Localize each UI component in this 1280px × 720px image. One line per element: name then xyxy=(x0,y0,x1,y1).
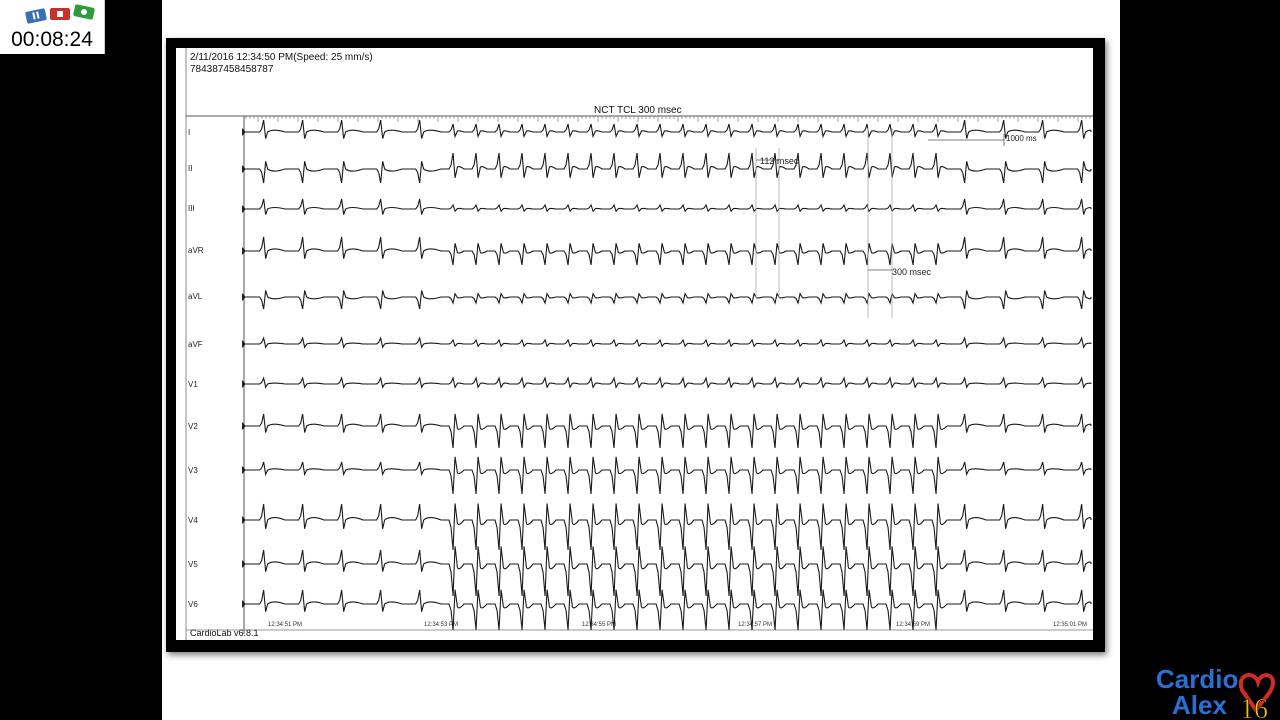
cardio-alex-logo xyxy=(1150,660,1278,720)
screen-recorder-widget[interactable] xyxy=(0,0,105,54)
ecg-annotation-title: NCT TCL 300 msec xyxy=(594,105,682,116)
timestamp-2: 12:34:53 PM xyxy=(424,622,459,628)
logo-year: 16 xyxy=(1240,694,1268,720)
measurement-112-msec: 112 msec xyxy=(760,156,799,166)
lead-label-i: I xyxy=(188,128,191,137)
pause-icon[interactable] xyxy=(25,8,47,24)
lead-label-ii: II xyxy=(188,164,193,173)
lead-label-v5: V5 xyxy=(188,560,198,569)
lead-label-avl: aVL xyxy=(188,292,203,301)
ecg-tracing xyxy=(176,48,1093,640)
lead-label-v4: V4 xyxy=(188,516,198,525)
recorder-controls[interactable] xyxy=(24,4,96,24)
logo-graphic xyxy=(1150,660,1278,720)
ecg-header-id: 784387458458787 xyxy=(190,64,274,75)
timestamp-6: 12:35:01 PM xyxy=(1053,622,1088,628)
ecg-waveforms xyxy=(176,48,1093,640)
logo-text-cardio: Cardio xyxy=(1156,664,1239,694)
timestamp-5: 12:34:59 PM xyxy=(896,622,931,628)
lead-label-avf: aVF xyxy=(188,340,203,349)
lead-label-v3: V3 xyxy=(188,466,198,475)
lead-label-v6: V6 xyxy=(188,600,198,609)
settings-icon[interactable] xyxy=(73,4,95,20)
ecg-header-datetime: 2/11/2016 12:34:50 PM(Speed: 25 mm/s) xyxy=(190,52,373,63)
measurement-300-msec: 300 msec xyxy=(892,267,932,277)
timestamp-4: 12:34:57 PM xyxy=(738,622,773,628)
logo-text-alex: Alex xyxy=(1172,690,1227,720)
lead-label-v1: V1 xyxy=(188,380,198,389)
lead-label-v2: V2 xyxy=(188,422,198,431)
ecg-footer-version: CardioLab v6.8.1 xyxy=(190,628,259,638)
timestamp-1: 12:34:51 PM xyxy=(268,622,303,628)
measurement-1000-ms: 1000 ms xyxy=(1006,134,1037,143)
stop-icon[interactable] xyxy=(50,8,70,20)
lead-label-avr: aVR xyxy=(188,246,204,255)
lead-label-iii: III xyxy=(188,204,195,213)
timestamp-3: 12:34:55 PM xyxy=(582,622,617,628)
recording-timer: 00:08:24 xyxy=(11,28,93,51)
